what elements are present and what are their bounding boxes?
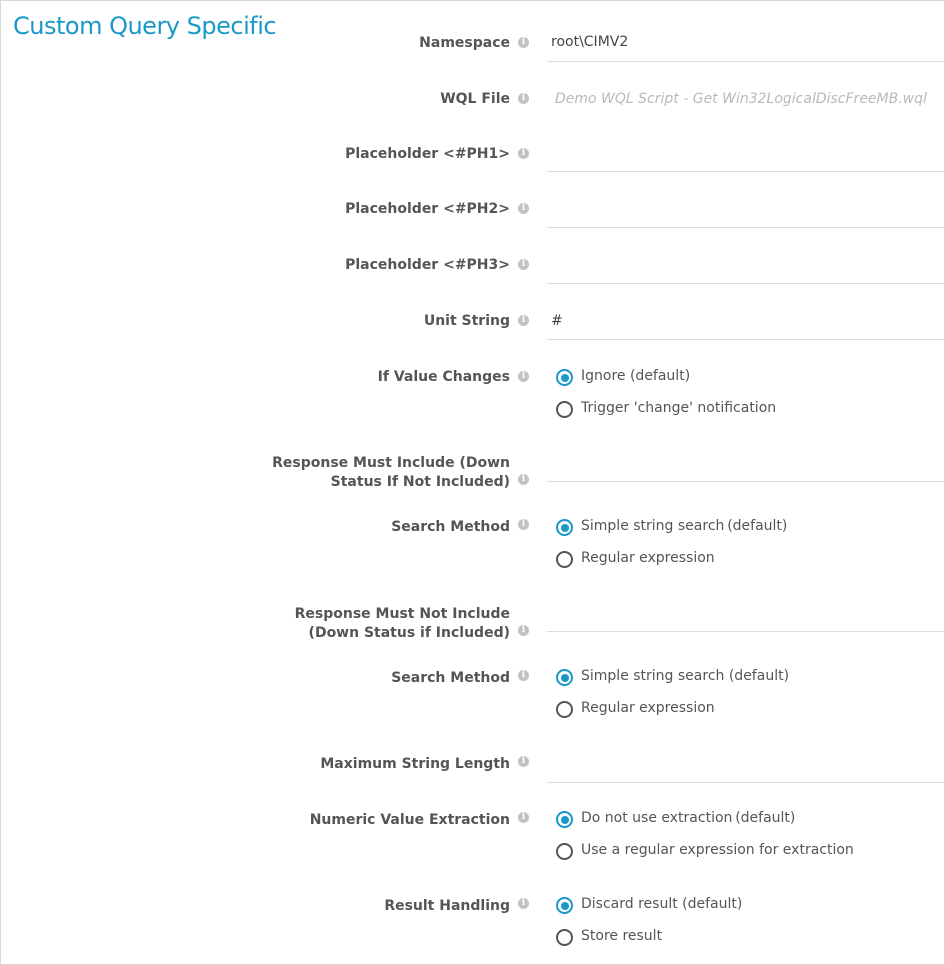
info-icon[interactable]: i [518, 371, 529, 382]
must-not-include-label-line1: Response Must Not Include [294, 606, 510, 622]
must-include-field[interactable] [547, 425, 944, 482]
radio-label[interactable]: Simple string search (default) [581, 518, 788, 534]
numeric-extraction-label: Numeric Value Extraction [309, 812, 510, 828]
radio-button-checked[interactable] [556, 519, 573, 536]
info-icon[interactable]: i [518, 203, 529, 214]
info-icon[interactable]: i [518, 519, 529, 530]
radio-button-checked[interactable] [556, 669, 573, 686]
must-include-label-line1: Response Must Include (Down [272, 455, 510, 471]
namespace-field[interactable] [547, 5, 944, 62]
radio-button[interactable] [556, 843, 573, 860]
radio-button[interactable] [556, 701, 573, 718]
radio-label[interactable]: Ignore (default) [581, 368, 691, 384]
radio-button-checked[interactable] [556, 897, 573, 914]
ph2-field[interactable] [547, 171, 944, 228]
info-icon[interactable]: i [518, 756, 529, 767]
must-include-label-line2: Status If Not Included) [330, 474, 510, 490]
radio-label[interactable]: Regular expression [581, 550, 715, 566]
info-icon[interactable]: i [518, 259, 529, 270]
ph1-label: Placeholder <#PH1> [345, 146, 510, 162]
max-string-length-label: Maximum String Length [320, 756, 510, 772]
radio-label[interactable]: Trigger 'change' notification [581, 400, 777, 416]
radio-button-checked[interactable] [556, 811, 573, 828]
unit-string-value[interactable]: # [551, 313, 563, 329]
radio-label[interactable]: Simple string search (default) [581, 668, 790, 684]
radio-label[interactable]: Use a regular expression for extraction [581, 842, 854, 858]
radio-label[interactable]: Discard result (default) [581, 896, 743, 912]
ph3-field[interactable] [547, 227, 944, 284]
info-icon[interactable]: i [518, 315, 529, 326]
info-icon[interactable]: i [518, 37, 529, 48]
radio-button[interactable] [556, 551, 573, 568]
info-icon[interactable]: i [518, 812, 529, 823]
must-not-include-label-line2: (Down Status if Included) [308, 625, 510, 641]
namespace-label: Namespace [419, 35, 510, 51]
search-method-label: Search Method [391, 519, 510, 535]
ph1-field[interactable] [547, 115, 944, 172]
wql-file-placeholder[interactable]: Demo WQL Script - Get Win32LogicalDiscFreeMB.wql [555, 91, 927, 107]
ph2-label: Placeholder <#PH2> [345, 201, 510, 217]
radio-label[interactable]: Do not use extraction (default) [581, 810, 796, 826]
unit-string-field[interactable] [547, 283, 944, 340]
search-method-label: Search Method [391, 670, 510, 686]
radio-label[interactable]: Store result [581, 928, 663, 944]
wql-file-field[interactable] [547, 61, 944, 117]
ph3-label: Placeholder <#PH3> [345, 257, 510, 273]
radio-button[interactable] [556, 929, 573, 946]
info-icon[interactable]: i [518, 670, 529, 681]
unit-string-label: Unit String [423, 313, 510, 329]
radio-button-checked[interactable] [556, 369, 573, 386]
info-icon[interactable]: i [518, 898, 529, 909]
info-icon[interactable]: i [518, 474, 529, 485]
result-handling-label: Result Handling [384, 898, 510, 914]
namespace-value[interactable]: root\CIMV2 [551, 34, 629, 50]
info-icon[interactable]: i [518, 93, 529, 104]
max-string-length-field[interactable] [547, 726, 944, 783]
if-value-changes-label: If Value Changes [377, 369, 510, 385]
info-icon[interactable]: i [518, 625, 529, 636]
section-title: Custom Query Specific [13, 12, 277, 40]
radio-button[interactable] [556, 401, 573, 418]
must-not-include-field[interactable] [547, 575, 944, 632]
wql-file-label: WQL File [440, 91, 510, 107]
info-icon[interactable]: i [518, 148, 529, 159]
radio-label[interactable]: Regular expression [581, 700, 715, 716]
